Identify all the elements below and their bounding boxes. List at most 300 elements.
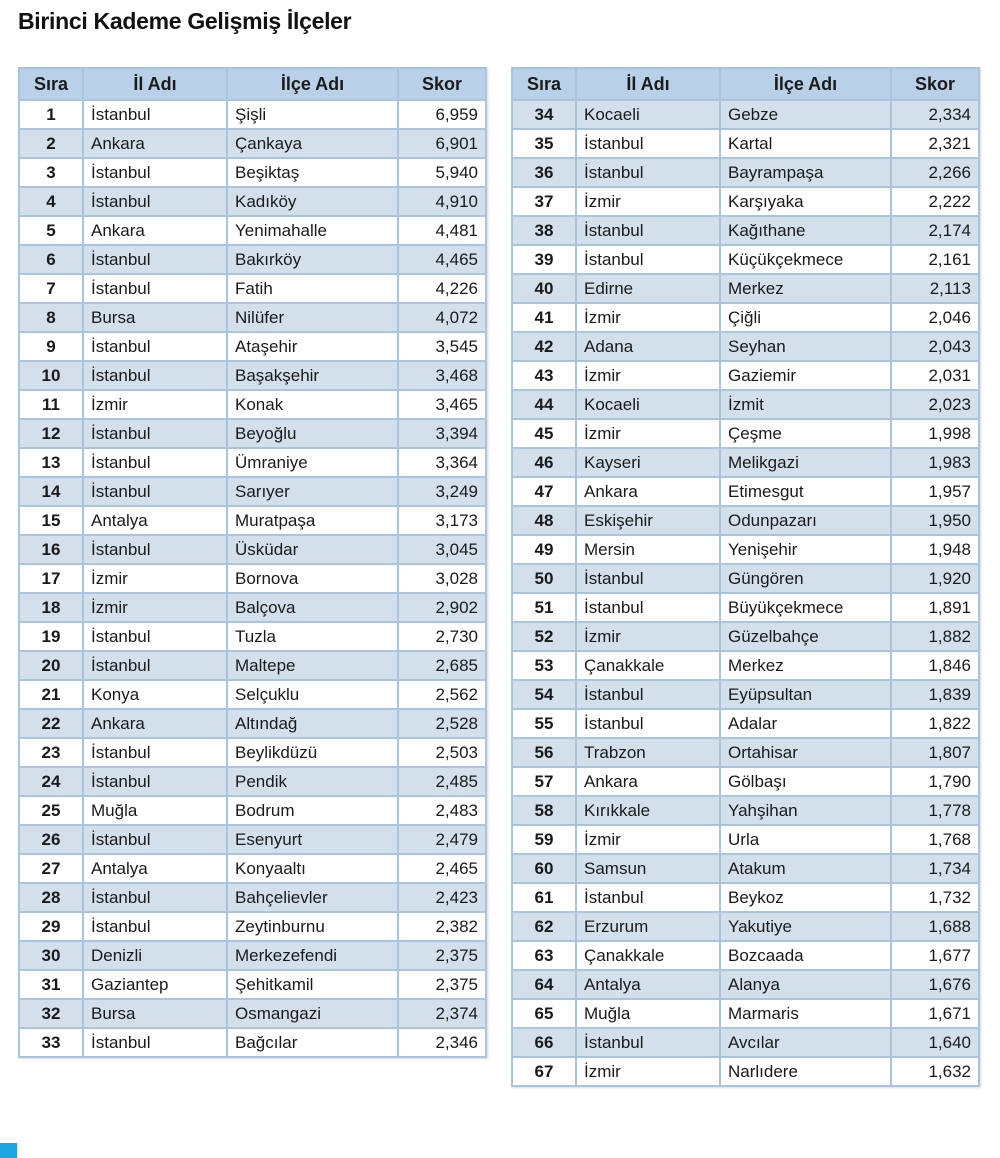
district-cell: Bağcılar bbox=[227, 1028, 398, 1057]
province-cell: Ankara bbox=[576, 767, 720, 796]
table-row bbox=[19, 709, 486, 738]
table-row bbox=[512, 274, 979, 303]
district-cell: Alanya bbox=[720, 970, 891, 999]
rank-cell: 7 bbox=[19, 274, 83, 303]
table-row bbox=[512, 854, 979, 883]
rank-cell: 33 bbox=[19, 1028, 83, 1057]
score-cell: 1,948 bbox=[891, 535, 979, 564]
score-cell: 2,023 bbox=[891, 390, 979, 419]
score-cell: 2,902 bbox=[398, 593, 486, 622]
rank-cell: 55 bbox=[512, 709, 576, 738]
table-row bbox=[19, 912, 486, 941]
province-cell: Kocaeli bbox=[576, 100, 720, 129]
score-cell: 1,778 bbox=[891, 796, 979, 825]
table-header-row bbox=[512, 68, 979, 100]
province-cell: Ankara bbox=[83, 709, 227, 738]
province-cell: Konya bbox=[83, 680, 227, 709]
district-cell: Yenimahalle bbox=[227, 216, 398, 245]
table-row bbox=[19, 796, 486, 825]
province-cell: İzmir bbox=[576, 825, 720, 854]
rank-cell: 2 bbox=[19, 129, 83, 158]
table-row bbox=[512, 593, 979, 622]
province-cell: İstanbul bbox=[83, 158, 227, 187]
column-header-sira: Sıra bbox=[512, 68, 576, 100]
score-cell: 1,882 bbox=[891, 622, 979, 651]
district-cell: Bakırköy bbox=[227, 245, 398, 274]
rank-cell: 13 bbox=[19, 448, 83, 477]
rank-cell: 37 bbox=[512, 187, 576, 216]
province-cell: İstanbul bbox=[83, 477, 227, 506]
rank-cell: 57 bbox=[512, 767, 576, 796]
rank-cell: 64 bbox=[512, 970, 576, 999]
rank-cell: 25 bbox=[19, 796, 83, 825]
score-cell: 3,364 bbox=[398, 448, 486, 477]
table-row bbox=[512, 622, 979, 651]
province-cell: Kocaeli bbox=[576, 390, 720, 419]
table-row bbox=[512, 709, 979, 738]
district-cell: Zeytinburnu bbox=[227, 912, 398, 941]
column-header-ilce-adi: İlçe Adı bbox=[720, 68, 891, 100]
district-cell: Ataşehir bbox=[227, 332, 398, 361]
rank-cell: 66 bbox=[512, 1028, 576, 1057]
province-cell: İzmir bbox=[576, 361, 720, 390]
district-cell: Konak bbox=[227, 390, 398, 419]
rank-cell: 62 bbox=[512, 912, 576, 941]
column-header-il-adi: İl Adı bbox=[576, 68, 720, 100]
score-cell: 5,940 bbox=[398, 158, 486, 187]
table-row bbox=[512, 390, 979, 419]
district-cell: Pendik bbox=[227, 767, 398, 796]
province-cell: Eskişehir bbox=[576, 506, 720, 535]
table-row bbox=[512, 883, 979, 912]
district-cell: Sarıyer bbox=[227, 477, 398, 506]
province-cell: İstanbul bbox=[83, 535, 227, 564]
rank-cell: 51 bbox=[512, 593, 576, 622]
score-cell: 1,790 bbox=[891, 767, 979, 796]
table-row bbox=[512, 970, 979, 999]
table-row bbox=[19, 825, 486, 854]
province-cell: Ankara bbox=[83, 216, 227, 245]
province-cell: İstanbul bbox=[83, 825, 227, 854]
province-cell: İstanbul bbox=[83, 622, 227, 651]
province-cell: Edirne bbox=[576, 274, 720, 303]
table-row bbox=[512, 999, 979, 1028]
district-cell: Bozcaada bbox=[720, 941, 891, 970]
table-row bbox=[19, 506, 486, 535]
column-header-il-adi: İl Adı bbox=[83, 68, 227, 100]
score-cell: 1,632 bbox=[891, 1057, 979, 1086]
province-cell: Kayseri bbox=[576, 448, 720, 477]
table-row bbox=[19, 564, 486, 593]
rank-cell: 18 bbox=[19, 593, 83, 622]
district-cell: Bahçelievler bbox=[227, 883, 398, 912]
rank-cell: 4 bbox=[19, 187, 83, 216]
province-cell: İstanbul bbox=[83, 245, 227, 274]
table-row bbox=[19, 129, 486, 158]
score-cell: 3,249 bbox=[398, 477, 486, 506]
district-cell: Konyaaltı bbox=[227, 854, 398, 883]
table-row bbox=[512, 651, 979, 680]
table-row bbox=[19, 941, 486, 970]
score-cell: 1,734 bbox=[891, 854, 979, 883]
table-row bbox=[512, 216, 979, 245]
table-row bbox=[19, 332, 486, 361]
province-cell: İzmir bbox=[83, 593, 227, 622]
table-row bbox=[19, 158, 486, 187]
district-cell: Kartal bbox=[720, 129, 891, 158]
province-cell: İzmir bbox=[576, 187, 720, 216]
score-cell: 1,957 bbox=[891, 477, 979, 506]
table-row bbox=[512, 129, 979, 158]
page-title: Birinci Kademe Gelişmiş İlçeler bbox=[18, 8, 352, 34]
rank-cell: 54 bbox=[512, 680, 576, 709]
district-cell: Muratpaşa bbox=[227, 506, 398, 535]
district-cell: Yahşihan bbox=[720, 796, 891, 825]
province-cell: İstanbul bbox=[83, 883, 227, 912]
score-cell: 1,768 bbox=[891, 825, 979, 854]
province-cell: İstanbul bbox=[83, 1028, 227, 1057]
rank-cell: 40 bbox=[512, 274, 576, 303]
score-cell: 2,113 bbox=[891, 274, 979, 303]
table-row bbox=[512, 100, 979, 129]
district-cell: Çeşme bbox=[720, 419, 891, 448]
rank-cell: 3 bbox=[19, 158, 83, 187]
table-row bbox=[512, 303, 979, 332]
table-row bbox=[19, 651, 486, 680]
score-cell: 1,676 bbox=[891, 970, 979, 999]
rank-cell: 27 bbox=[19, 854, 83, 883]
column-header-skor: Skor bbox=[398, 68, 486, 100]
province-cell: Ankara bbox=[576, 477, 720, 506]
rank-cell: 43 bbox=[512, 361, 576, 390]
rank-cell: 5 bbox=[19, 216, 83, 245]
score-cell: 4,481 bbox=[398, 216, 486, 245]
score-cell: 3,045 bbox=[398, 535, 486, 564]
province-cell: Ankara bbox=[83, 129, 227, 158]
score-cell: 3,028 bbox=[398, 564, 486, 593]
table-row bbox=[512, 680, 979, 709]
table-row bbox=[512, 245, 979, 274]
district-cell: Şişli bbox=[227, 100, 398, 129]
district-cell: Kadıköy bbox=[227, 187, 398, 216]
table-row bbox=[19, 100, 486, 129]
province-cell: Bursa bbox=[83, 999, 227, 1028]
table-row bbox=[19, 245, 486, 274]
province-cell: İzmir bbox=[83, 564, 227, 593]
province-cell: İstanbul bbox=[83, 274, 227, 303]
table-body-left bbox=[19, 100, 486, 1057]
table-row bbox=[19, 680, 486, 709]
rank-cell: 42 bbox=[512, 332, 576, 361]
rank-cell: 65 bbox=[512, 999, 576, 1028]
district-cell: Tuzla bbox=[227, 622, 398, 651]
district-cell: Avcılar bbox=[720, 1028, 891, 1057]
rank-cell: 53 bbox=[512, 651, 576, 680]
table-row bbox=[512, 941, 979, 970]
score-cell: 6,959 bbox=[398, 100, 486, 129]
table-row bbox=[19, 883, 486, 912]
score-cell: 1,732 bbox=[891, 883, 979, 912]
table-row bbox=[512, 448, 979, 477]
rank-cell: 19 bbox=[19, 622, 83, 651]
province-cell: Antalya bbox=[83, 854, 227, 883]
column-header-sira: Sıra bbox=[19, 68, 83, 100]
score-cell: 4,072 bbox=[398, 303, 486, 332]
province-cell: İzmir bbox=[576, 303, 720, 332]
district-cell: Bornova bbox=[227, 564, 398, 593]
rank-cell: 26 bbox=[19, 825, 83, 854]
score-cell: 4,226 bbox=[398, 274, 486, 303]
rank-cell: 50 bbox=[512, 564, 576, 593]
score-cell: 3,394 bbox=[398, 419, 486, 448]
table-row bbox=[19, 216, 486, 245]
score-cell: 2,465 bbox=[398, 854, 486, 883]
district-cell: Şehitkamil bbox=[227, 970, 398, 999]
score-cell: 2,382 bbox=[398, 912, 486, 941]
score-cell: 2,562 bbox=[398, 680, 486, 709]
table-row bbox=[19, 390, 486, 419]
ranking-table-left bbox=[18, 67, 487, 1058]
district-cell: Osmangazi bbox=[227, 999, 398, 1028]
district-cell: Ümraniye bbox=[227, 448, 398, 477]
score-cell: 3,465 bbox=[398, 390, 486, 419]
rank-cell: 32 bbox=[19, 999, 83, 1028]
district-cell: Fatih bbox=[227, 274, 398, 303]
table-row bbox=[512, 738, 979, 767]
table-row bbox=[19, 970, 486, 999]
score-cell: 1,920 bbox=[891, 564, 979, 593]
score-cell: 2,346 bbox=[398, 1028, 486, 1057]
district-cell: Beşiktaş bbox=[227, 158, 398, 187]
score-cell: 2,685 bbox=[398, 651, 486, 680]
score-cell: 2,321 bbox=[891, 129, 979, 158]
table-row bbox=[19, 419, 486, 448]
rank-cell: 30 bbox=[19, 941, 83, 970]
province-cell: İstanbul bbox=[83, 100, 227, 129]
province-cell: İstanbul bbox=[83, 651, 227, 680]
column-header-skor: Skor bbox=[891, 68, 979, 100]
score-cell: 1,839 bbox=[891, 680, 979, 709]
district-cell: Balçova bbox=[227, 593, 398, 622]
district-cell: Nilüfer bbox=[227, 303, 398, 332]
table-row bbox=[512, 506, 979, 535]
rank-cell: 23 bbox=[19, 738, 83, 767]
province-cell: Muğla bbox=[576, 999, 720, 1028]
score-cell: 2,528 bbox=[398, 709, 486, 738]
district-cell: Karşıyaka bbox=[720, 187, 891, 216]
province-cell: İstanbul bbox=[576, 680, 720, 709]
rank-cell: 63 bbox=[512, 941, 576, 970]
table-row bbox=[19, 1028, 486, 1057]
table-row bbox=[19, 999, 486, 1028]
score-cell: 2,483 bbox=[398, 796, 486, 825]
district-cell: Güzelbahçe bbox=[720, 622, 891, 651]
province-cell: Kırıkkale bbox=[576, 796, 720, 825]
score-cell: 4,465 bbox=[398, 245, 486, 274]
rank-cell: 59 bbox=[512, 825, 576, 854]
table-row bbox=[512, 332, 979, 361]
rank-cell: 41 bbox=[512, 303, 576, 332]
rank-cell: 48 bbox=[512, 506, 576, 535]
score-cell: 1,671 bbox=[891, 999, 979, 1028]
rank-cell: 46 bbox=[512, 448, 576, 477]
province-cell: Erzurum bbox=[576, 912, 720, 941]
rank-cell: 9 bbox=[19, 332, 83, 361]
rank-cell: 17 bbox=[19, 564, 83, 593]
score-cell: 2,334 bbox=[891, 100, 979, 129]
score-cell: 2,374 bbox=[398, 999, 486, 1028]
rank-cell: 49 bbox=[512, 535, 576, 564]
table-row bbox=[19, 274, 486, 303]
district-cell: Ortahisar bbox=[720, 738, 891, 767]
rank-cell: 6 bbox=[19, 245, 83, 274]
province-cell: İstanbul bbox=[576, 129, 720, 158]
province-cell: İstanbul bbox=[576, 245, 720, 274]
province-cell: Antalya bbox=[83, 506, 227, 535]
province-cell: İstanbul bbox=[576, 564, 720, 593]
province-cell: Gaziantep bbox=[83, 970, 227, 999]
table-row bbox=[512, 796, 979, 825]
rank-cell: 16 bbox=[19, 535, 83, 564]
district-cell: Beylikdüzü bbox=[227, 738, 398, 767]
rank-cell: 10 bbox=[19, 361, 83, 390]
province-cell: İstanbul bbox=[83, 767, 227, 796]
table-row bbox=[19, 593, 486, 622]
table-row bbox=[512, 564, 979, 593]
score-cell: 1,983 bbox=[891, 448, 979, 477]
province-cell: İstanbul bbox=[576, 709, 720, 738]
rank-cell: 11 bbox=[19, 390, 83, 419]
score-cell: 2,174 bbox=[891, 216, 979, 245]
district-cell: Etimesgut bbox=[720, 477, 891, 506]
score-cell: 1,688 bbox=[891, 912, 979, 941]
province-cell: Çanakkale bbox=[576, 941, 720, 970]
table-row bbox=[512, 477, 979, 506]
district-cell: Urla bbox=[720, 825, 891, 854]
score-cell: 1,891 bbox=[891, 593, 979, 622]
score-cell: 2,222 bbox=[891, 187, 979, 216]
rank-cell: 67 bbox=[512, 1057, 576, 1086]
table-row bbox=[512, 158, 979, 187]
rank-cell: 1 bbox=[19, 100, 83, 129]
score-cell: 3,173 bbox=[398, 506, 486, 535]
rank-cell: 39 bbox=[512, 245, 576, 274]
rank-cell: 60 bbox=[512, 854, 576, 883]
rank-cell: 14 bbox=[19, 477, 83, 506]
district-cell: Maltepe bbox=[227, 651, 398, 680]
score-cell: 6,901 bbox=[398, 129, 486, 158]
ranking-table-right bbox=[511, 67, 980, 1087]
rank-cell: 20 bbox=[19, 651, 83, 680]
rank-cell: 15 bbox=[19, 506, 83, 535]
province-cell: İstanbul bbox=[83, 912, 227, 941]
rank-cell: 36 bbox=[512, 158, 576, 187]
rank-cell: 31 bbox=[19, 970, 83, 999]
page-corner-marker bbox=[0, 1143, 17, 1158]
rank-cell: 22 bbox=[19, 709, 83, 738]
rank-cell: 24 bbox=[19, 767, 83, 796]
district-cell: Gölbaşı bbox=[720, 767, 891, 796]
score-cell: 2,031 bbox=[891, 361, 979, 390]
province-cell: Trabzon bbox=[576, 738, 720, 767]
score-cell: 3,468 bbox=[398, 361, 486, 390]
table-row bbox=[19, 187, 486, 216]
province-cell: Muğla bbox=[83, 796, 227, 825]
table-row bbox=[512, 767, 979, 796]
rank-cell: 28 bbox=[19, 883, 83, 912]
table-row bbox=[19, 535, 486, 564]
district-cell: Güngören bbox=[720, 564, 891, 593]
score-cell: 2,485 bbox=[398, 767, 486, 796]
district-cell: Yenişehir bbox=[720, 535, 891, 564]
province-cell: İstanbul bbox=[83, 332, 227, 361]
province-cell: İstanbul bbox=[83, 187, 227, 216]
rank-cell: 52 bbox=[512, 622, 576, 651]
province-cell: İzmir bbox=[576, 1057, 720, 1086]
district-cell: Başakşehir bbox=[227, 361, 398, 390]
province-cell: İzmir bbox=[83, 390, 227, 419]
province-cell: İstanbul bbox=[83, 448, 227, 477]
rank-cell: 29 bbox=[19, 912, 83, 941]
district-cell: Selçuklu bbox=[227, 680, 398, 709]
score-cell: 1,998 bbox=[891, 419, 979, 448]
district-cell: Odunpazarı bbox=[720, 506, 891, 535]
province-cell: İstanbul bbox=[576, 593, 720, 622]
district-cell: Merkez bbox=[720, 274, 891, 303]
province-cell: Mersin bbox=[576, 535, 720, 564]
score-cell: 1,640 bbox=[891, 1028, 979, 1057]
rank-cell: 58 bbox=[512, 796, 576, 825]
district-cell: Atakum bbox=[720, 854, 891, 883]
province-cell: İstanbul bbox=[83, 361, 227, 390]
table-row bbox=[19, 622, 486, 651]
table-row bbox=[19, 738, 486, 767]
province-cell: İstanbul bbox=[576, 158, 720, 187]
district-cell: Beykoz bbox=[720, 883, 891, 912]
score-cell: 1,950 bbox=[891, 506, 979, 535]
table-row bbox=[512, 361, 979, 390]
province-cell: İstanbul bbox=[576, 883, 720, 912]
score-cell: 2,375 bbox=[398, 941, 486, 970]
province-cell: Çanakkale bbox=[576, 651, 720, 680]
score-cell: 1,846 bbox=[891, 651, 979, 680]
province-cell: İstanbul bbox=[83, 419, 227, 448]
score-cell: 2,375 bbox=[398, 970, 486, 999]
district-cell: Narlıdere bbox=[720, 1057, 891, 1086]
district-cell: Eyüpsultan bbox=[720, 680, 891, 709]
district-cell: Küçükçekmece bbox=[720, 245, 891, 274]
column-header-ilce-adi: İlçe Adı bbox=[227, 68, 398, 100]
score-cell: 2,730 bbox=[398, 622, 486, 651]
score-cell: 2,503 bbox=[398, 738, 486, 767]
score-cell: 2,043 bbox=[891, 332, 979, 361]
table-row bbox=[19, 361, 486, 390]
rank-cell: 56 bbox=[512, 738, 576, 767]
table-row bbox=[512, 1028, 979, 1057]
district-cell: Adalar bbox=[720, 709, 891, 738]
table-header-row bbox=[19, 68, 486, 100]
province-cell: İzmir bbox=[576, 622, 720, 651]
rank-cell: 8 bbox=[19, 303, 83, 332]
province-cell: Samsun bbox=[576, 854, 720, 883]
district-cell: İzmit bbox=[720, 390, 891, 419]
score-cell: 1,807 bbox=[891, 738, 979, 767]
province-cell: Denizli bbox=[83, 941, 227, 970]
rank-cell: 21 bbox=[19, 680, 83, 709]
score-cell: 2,423 bbox=[398, 883, 486, 912]
table-row bbox=[19, 448, 486, 477]
rank-cell: 12 bbox=[19, 419, 83, 448]
